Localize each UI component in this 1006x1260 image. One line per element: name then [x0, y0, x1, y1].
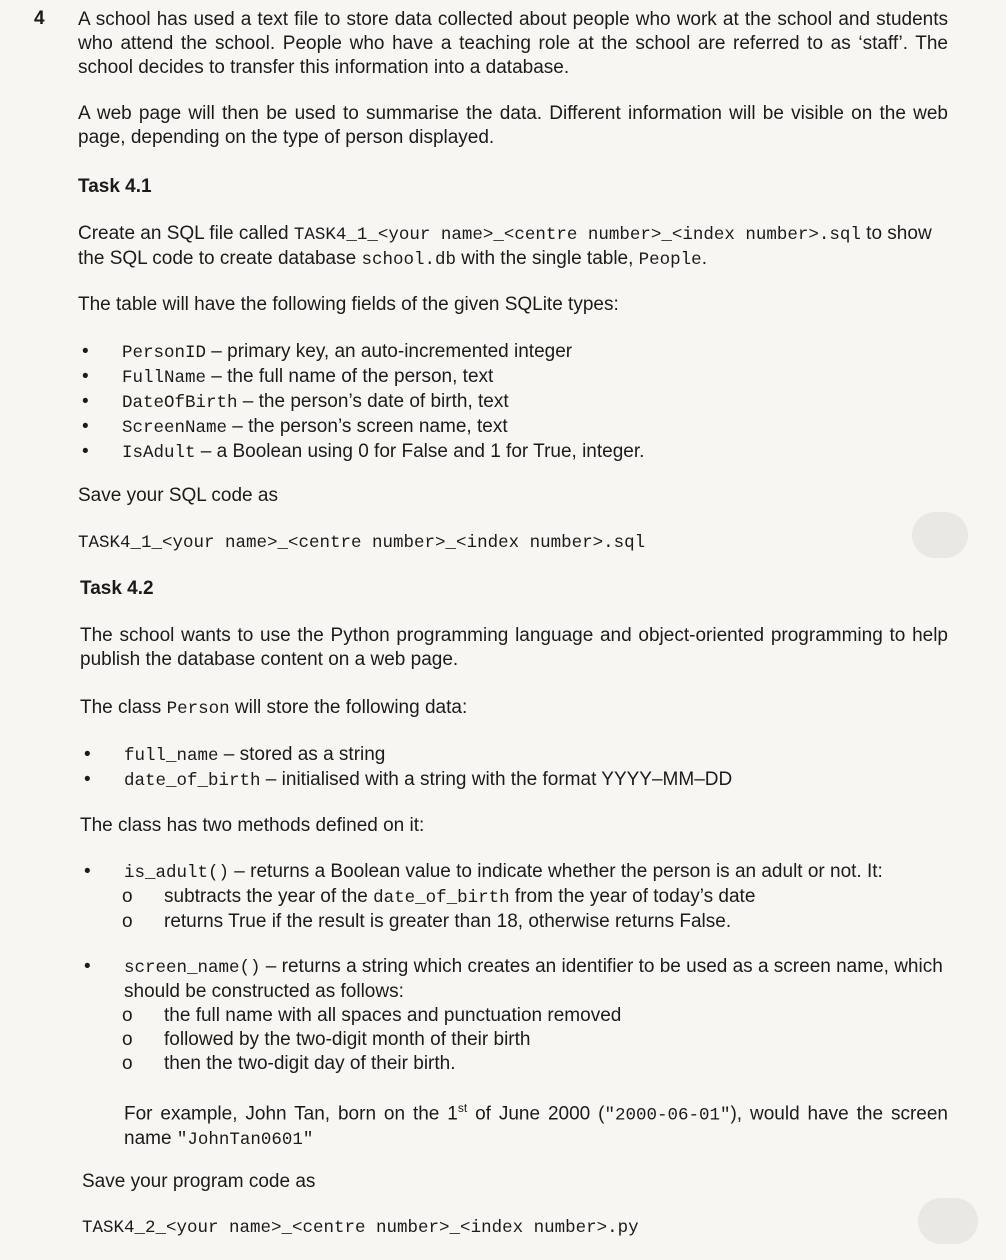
sub-list-item [80, 1028, 948, 1052]
scan-smudge [918, 1198, 978, 1244]
text: followed by the two-digit month of their birth [164, 1029, 531, 1050]
intro-paragraph-1: A school has used a text file to store data collected about people who work at the school and students who attend the school. People who have a teaching role at the school are referred to as ‘staff’. The school decides to transfer this information into a database. [78, 9, 948, 78]
text: subtracts the year of the [164, 886, 374, 907]
text: the full name with all spaces and punctuation removed [164, 1005, 622, 1026]
class-name-code: Person [166, 699, 230, 719]
text: to show the SQL code to create database [78, 223, 932, 269]
list-item [78, 390, 644, 415]
field-desc: – primary key, an auto-incremented integer [206, 341, 573, 362]
field-code: IsAdult [122, 443, 196, 463]
example-screen-name-code: "JohnTan0601" [176, 1130, 314, 1151]
sub-bullet: o [122, 1005, 133, 1026]
bullet: • [84, 956, 91, 977]
save-sql-label: Save your SQL code as [78, 485, 278, 506]
list-item [80, 743, 732, 768]
scan-smudge [912, 512, 968, 558]
field-code: FullName [122, 368, 207, 388]
dob-code: date_of_birth [373, 888, 510, 908]
bullet: • [82, 441, 89, 462]
method-desc: – returns a string which creates an identifier to be used as a screen name, which should be constructed as follows: [124, 956, 943, 1002]
method-screen-name [80, 955, 948, 1076]
methods-intro: The class has two methods defined on it: [80, 815, 425, 836]
list-item [78, 415, 644, 440]
attribute-desc: – initialised with a string with the format YYYY–MM–DD [260, 769, 733, 790]
method-desc: – returns a Boolean value to indicate whether the person is an adult or not. It: [229, 861, 883, 882]
text: with the single table, [455, 248, 639, 269]
field-desc: – the full name of the person, text [206, 366, 494, 387]
attribute-desc: – stored as a string [218, 744, 386, 765]
list-item [78, 340, 644, 365]
task-4-2-heading: Task 4.2 [80, 578, 154, 599]
list-item [80, 955, 948, 1076]
fields-intro: The table will have the following fields of the given SQLite types: [78, 294, 619, 315]
save-program-label: Save your program code as [82, 1171, 316, 1192]
method-is-adult [80, 860, 948, 934]
program-save-filename: TASK4_2_<your name>_<centre number>_<index number>.py [82, 1218, 639, 1238]
database-name-code: school.db [361, 250, 456, 270]
text: Create an SQL file called [78, 223, 294, 244]
task-4-2-intro: The school wants to use the Python programming language and object-oriented programming to help publish the database content on a web page. [80, 625, 948, 670]
superscript: st [457, 1101, 468, 1115]
list-item [80, 768, 732, 793]
table-name-code: People [638, 250, 702, 270]
bullet: • [84, 861, 91, 882]
text: For example, John Tan, born on the 1 [124, 1103, 458, 1125]
bullet: • [82, 366, 89, 387]
text: will store the following data: [229, 697, 468, 718]
attribute-code: full_name [124, 746, 219, 766]
method-code: screen_name() [124, 958, 261, 978]
text: ), would have the screen name [124, 1103, 948, 1150]
screen-name-example [124, 1096, 948, 1152]
list-item [80, 860, 948, 934]
sub-list [80, 885, 948, 934]
text: . [701, 248, 707, 269]
sub-list-item [80, 910, 948, 934]
intro-paragraph-2: A web page will then be used to summarise the data. Different information will be visible on the web page, depending on the type of person displayed. [78, 103, 948, 148]
task-4-1-heading: Task 4.1 [78, 176, 152, 197]
bullet: • [82, 391, 89, 412]
attribute-code: date_of_birth [124, 771, 261, 791]
field-code: PersonID [122, 343, 207, 363]
fields-list [78, 340, 644, 465]
field-code: DateOfBirth [122, 393, 238, 413]
text: The class [80, 697, 167, 718]
sub-list-item [80, 1004, 948, 1028]
bullet: • [84, 769, 91, 790]
sub-bullet: o [122, 886, 133, 907]
sub-bullet: o [122, 911, 133, 932]
bullet: • [82, 341, 89, 362]
text: from the year of today’s date [509, 886, 756, 907]
list-item [78, 365, 644, 390]
sub-bullet: o [122, 1053, 133, 1074]
text: returns True if the result is greater than 18, otherwise returns False. [164, 911, 732, 932]
bullet: • [84, 744, 91, 765]
sub-list [80, 1004, 948, 1076]
sub-bullet: o [122, 1029, 133, 1050]
field-desc: – a Boolean using 0 for False and 1 for True, integer. [195, 441, 645, 462]
sql-save-filename: TASK4_1_<your name>_<centre number>_<index number>.sql [78, 533, 646, 553]
text: then the two-digit day of their birth. [164, 1053, 456, 1074]
sub-list-item [80, 1052, 948, 1076]
question-number: 4 [34, 8, 45, 29]
text: of June 2000 ( [467, 1103, 605, 1125]
task-4-1-instruction [78, 222, 958, 272]
field-desc: – the person’s screen name, text [227, 416, 508, 437]
method-code: is_adult() [124, 863, 230, 883]
sub-list-item [80, 885, 948, 910]
sql-filename-code: TASK4_1_<your name>_<centre number>_<index number>.sql [293, 225, 861, 245]
bullet: • [82, 416, 89, 437]
example-date-code: "2000-06-01" [604, 1105, 731, 1126]
field-desc: – the person’s date of birth, text [237, 391, 509, 412]
list-item [78, 440, 644, 465]
field-code: ScreenName [122, 418, 228, 438]
attributes-list [80, 743, 732, 793]
class-intro [80, 696, 467, 721]
